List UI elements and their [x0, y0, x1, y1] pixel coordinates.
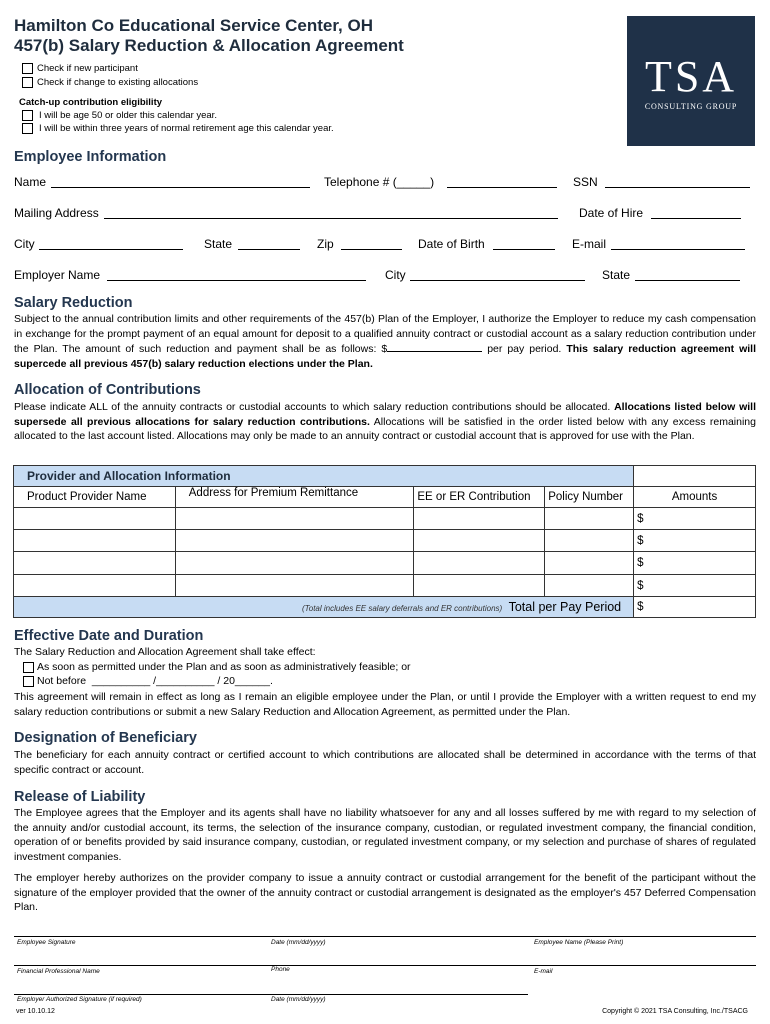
dollar-sign: $	[637, 557, 644, 569]
employer-signature-label: Employer Authorized Signature (if required)	[17, 996, 142, 1003]
salary-heading: Salary Reduction	[14, 295, 133, 311]
policy-cell[interactable]	[545, 552, 634, 575]
ssn-label: SSN	[573, 175, 598, 189]
amount-cell[interactable]	[634, 530, 756, 552]
age-50-checkbox[interactable]	[22, 110, 33, 121]
city-label: City	[14, 237, 35, 251]
mailing-label: Mailing Address	[14, 206, 99, 220]
asap-checkbox[interactable]	[23, 662, 34, 673]
telephone-label: Telephone # (_____)	[324, 175, 435, 189]
release-text-2: The employer hereby authorizes on the provider company to issue a annuity contract or custodial arrangement for the benefit of the participant without the signature of the employer provided that the owner of the annuity contract or custodial arrangement is designated as the employer's 457 Deferred Compensation Plan.	[14, 872, 756, 914]
catchup-title: Catch-up contribution eligibility	[19, 97, 163, 108]
logo-subtitle: CONSULTING GROUP	[644, 102, 738, 111]
date-label-1: Date (mm/dd/yyyy)	[271, 939, 326, 946]
dob-label: Date of Birth	[418, 237, 485, 251]
contribution-cell[interactable]	[414, 530, 545, 552]
amount-cell[interactable]	[634, 508, 756, 530]
col-header-contribution: EE or ER Contribution	[414, 487, 545, 508]
per-period-text: per pay period.	[487, 343, 562, 356]
phone-label: Phone	[271, 966, 290, 973]
beneficiary-text: The beneficiary for each annuity contract or certified account to which contributions are allocated shall be determined in accordance with the terms of that specific contract or account.	[14, 749, 756, 776]
signature-line-1[interactable]	[14, 936, 756, 937]
employer-city-label: City	[385, 268, 406, 282]
amount-cell[interactable]	[634, 575, 756, 597]
new-participant-label: Check if new participant	[37, 63, 138, 74]
address-cell[interactable]	[175, 530, 414, 552]
asap-label: As soon as permitted under the Plan and as soon as administratively feasible; or	[37, 661, 411, 673]
effective-intro: The Salary Reduction and Allocation Agreement shall take effect:	[14, 646, 316, 658]
tsa-logo	[627, 16, 755, 146]
allocation-body-2: Allocations will be satisfied in the order listed below with any excess remaining allocated to the last account listed. Allocations may only be made to an annuity contract or custodial account that is approved for use with the Plan.	[14, 415, 756, 443]
duration-text: This agreement will remain in effect as long as I remain an eligible employee under the Plan, or until I provide the Employer with a written request to end my salary reduction contributions or submit a new Salary Reduction and Allocation Agreement, as permitted under the Plan.	[14, 691, 756, 718]
email-field[interactable]	[611, 237, 745, 250]
dob-field[interactable]	[493, 237, 555, 250]
version-text: ver 10.10.12	[16, 1008, 55, 1015]
total-label: Total per Pay Period	[508, 600, 622, 614]
employer-label: Employer Name	[14, 268, 101, 282]
col-header-provider: Product Provider Name	[14, 487, 176, 508]
release-text-1: The Employee agrees that the Employer and its agents shall have no liability whatsoever for any and all losses suffered by me with regard to my selection of the annuity and/or custodial account, its terms, the selection of the insurance company, custodian, or regulated investment company, the financial condition, operation of or benefits provided by said insurance company, custodian, or regulated investment company, or my selection and purchase of shares of regulated investment companies.	[14, 807, 756, 863]
employer-state-label: State	[602, 268, 631, 282]
salary-body: Subject to the annual contribution limits and other requirements of the 457(b) Plan of the Employer, I authorize the Employer to reduce my cash compensation in exchange for the prompt payment of an equal amount for deposit to a qualified annuity contract or custodial account as a salary reduction contribution under the Plan. The amount of such reduction and payment shall be as follows: $	[14, 313, 756, 356]
fp-email-label: E-mail	[534, 968, 553, 975]
provider-cell[interactable]	[14, 575, 176, 597]
state-label: State	[204, 237, 233, 251]
contribution-cell[interactable]	[414, 575, 545, 597]
telephone-field[interactable]	[447, 175, 557, 188]
provider-table	[13, 465, 756, 618]
name-label: Name	[14, 175, 47, 189]
address-cell[interactable]	[175, 508, 414, 530]
allocation-bold: Allocations listed below will supersede all previous allocations for salary reduction contributions.	[14, 401, 757, 428]
total-row	[14, 597, 634, 618]
contribution-cell[interactable]	[414, 508, 545, 530]
email-label: E-mail	[572, 237, 607, 251]
provider-cell[interactable]	[14, 552, 176, 575]
provider-cell[interactable]	[14, 508, 176, 530]
employer-state-field[interactable]	[635, 268, 740, 281]
amount-cell[interactable]	[634, 552, 756, 575]
table-section-title: Provider and Allocation Information	[14, 466, 634, 487]
not-before-label: Not before __________ /__________ / 20______.	[37, 675, 273, 687]
provider-cell[interactable]	[14, 530, 176, 552]
amount-field[interactable]	[387, 341, 482, 352]
change-allocations-label: Check if change to existing allocations	[37, 77, 199, 88]
name-field[interactable]	[51, 175, 310, 188]
employee-signature-label: Employee Signature	[17, 939, 76, 946]
not-before-checkbox[interactable]	[23, 676, 34, 687]
form-title: Hamilton Co Educational Service Center, OH	[14, 16, 373, 35]
salary-text	[14, 312, 756, 371]
policy-cell[interactable]	[545, 508, 634, 530]
address-cell[interactable]	[175, 552, 414, 575]
logo-text: TSA	[644, 52, 738, 101]
mailing-field[interactable]	[104, 206, 558, 219]
effective-heading: Effective Date and Duration	[14, 628, 204, 644]
dollar-sign: $	[637, 579, 644, 592]
copyright-text: Copyright © 2021 TSA Consulting, Inc./TSACG	[602, 1008, 748, 1015]
employee-name-label: Employee Name (Please Print)	[534, 939, 624, 946]
signature-line-2[interactable]	[14, 965, 756, 966]
contribution-cell[interactable]	[414, 552, 545, 575]
new-participant-checkbox[interactable]	[22, 63, 33, 74]
state-field[interactable]	[238, 237, 300, 250]
employer-city-field[interactable]	[410, 268, 585, 281]
city-field[interactable]	[39, 237, 183, 250]
zip-label: Zip	[317, 237, 334, 251]
dollar-sign: $	[637, 601, 644, 613]
employer-field[interactable]	[107, 268, 366, 281]
signature-line-3[interactable]	[14, 994, 528, 995]
col-header-amounts: Amounts	[634, 487, 756, 508]
allocation-body-1: Please indicate ALL of the annuity contracts or custodial accounts to which salary reduction contributions should be allocated.	[14, 401, 611, 413]
dollar-sign: $	[637, 534, 644, 547]
age-50-label: I will be age 50 or older this calendar year.	[39, 110, 217, 121]
beneficiary-heading: Designation of Beneficiary	[14, 730, 197, 746]
allocation-text	[14, 400, 756, 444]
address-cell[interactable]	[175, 575, 414, 597]
employee-heading: Employee Information	[14, 149, 167, 165]
policy-cell[interactable]	[545, 530, 634, 552]
total-amount-cell[interactable]	[634, 597, 756, 618]
date-label-2: Date (mm/dd/yyyy)	[271, 996, 326, 1003]
allocation-heading: Allocation of Contributions	[14, 382, 201, 398]
hire-label: Date of Hire	[579, 206, 644, 220]
fp-name-label: Financial Professional Name	[17, 968, 100, 975]
change-allocations-checkbox[interactable]	[22, 77, 33, 88]
total-note: (Total includes EE salary deferrals and ER contributions)	[301, 604, 503, 613]
hire-field[interactable]	[651, 206, 741, 219]
release-heading: Release of Liability	[14, 789, 146, 805]
policy-cell[interactable]	[545, 575, 634, 597]
zip-field[interactable]	[341, 237, 402, 250]
retirement-label: I will be within three years of normal retirement age this calendar year.	[39, 123, 334, 134]
ssn-field[interactable]	[605, 175, 750, 188]
form-subtitle: 457(b) Salary Reduction & Allocation Agreement	[14, 36, 404, 55]
salary-bold-text: This salary reduction agreement will supercede all previous 457(b) salary reduction elections under the Plan.	[14, 343, 757, 370]
col-header-policy: Policy Number	[545, 487, 634, 508]
dollar-sign: $	[637, 512, 644, 525]
retirement-checkbox[interactable]	[22, 123, 33, 134]
col-header-address: Address for Premium Remittance	[175, 487, 414, 508]
